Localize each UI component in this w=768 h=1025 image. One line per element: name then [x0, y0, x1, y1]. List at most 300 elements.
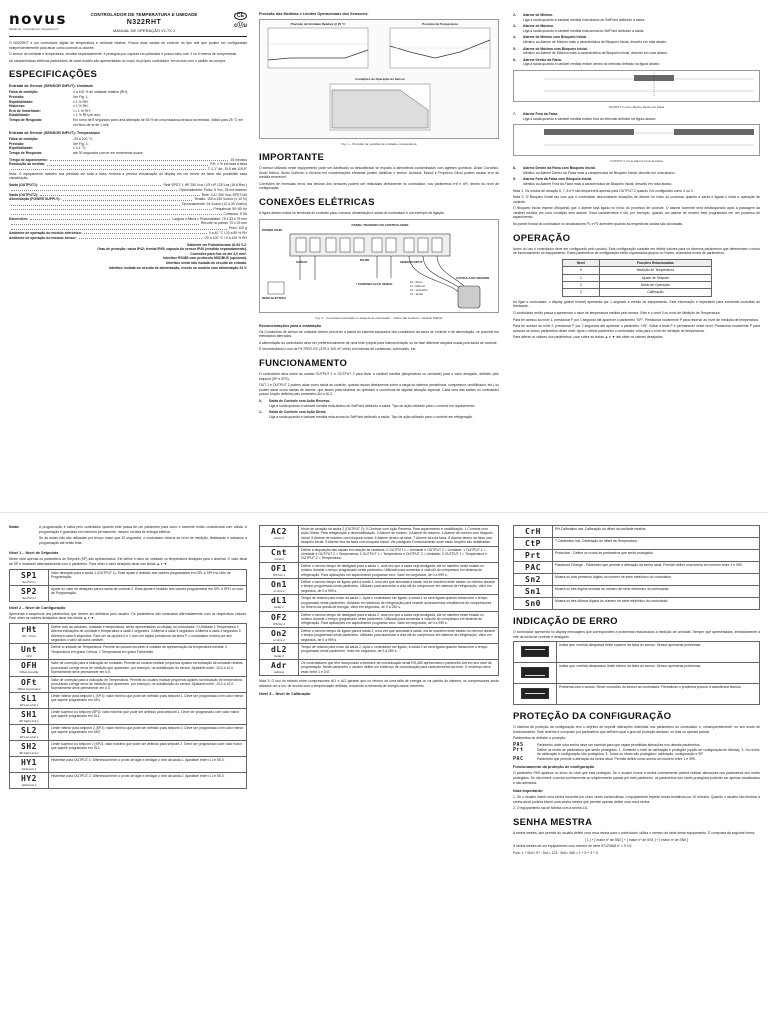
installation-item: A alimentação do controlador deve ser preferencialmente de uma rede própria para instrumentação ou de fase diferente daquela usada pela saída de controle.: [259, 340, 498, 345]
protection-param-text: Define os níveis de parâmetros que serão protegidos. 1- Somente o nível de calibração é protegido (opção de configuração de fábrica); 2- Os níveis de calibração e configuração são protegidos; 3- Todos os níveis são protegidos: calibração, configuração e SP.: [537, 747, 760, 757]
param-description: Os controladores que têm incorporado a interface de comunicação serial RS-485 apresentam o parâmetro Adr em seu nível de programação. Neste parâmetro o usuário define um endereço de comunicação para cada elemento da rede. O endereço deve estar entre 1 e 247.: [299, 659, 499, 675]
bottom-column-3: [513, 525, 760, 1025]
param-code: CrH: [525, 527, 541, 536]
param-code-cell: [10, 676, 49, 692]
param-code-cell: [514, 598, 553, 610]
param-code-cell: [260, 526, 299, 547]
out-band-diagram: [514, 125, 759, 155]
param-subtitle: Delay 2: [274, 653, 284, 658]
param-row: [10, 623, 247, 644]
param-code: OF2: [271, 612, 287, 622]
spec-key: Repetibilidade:: [9, 146, 34, 151]
doc-title: CONTROLADOR DE TEMPERATURA E UMIDADE: [90, 12, 198, 17]
param-row: [10, 692, 247, 708]
level2-heading: Nível 2 – Nível de Configuração: [9, 605, 66, 610]
mode-number: 1-: [259, 410, 263, 415]
electrical-heading: CONEXÕES ELÉTRICAS: [259, 196, 375, 208]
wire-color-label: 11 - Marrom: [410, 283, 426, 288]
param-row: [10, 644, 247, 660]
param-code-cell: [514, 526, 553, 538]
param-description: Limite inferior para setpoint 2 (SP2): valor mínimo que pode ser definido para setpoint 2. Deve ser programado com valor menor que aquele programado em SH2.: [49, 724, 247, 740]
param-row: [260, 562, 499, 578]
param-description: Mostra os três últimos dígitos do número de série eletrônico do controlador.: [553, 598, 760, 610]
mode-item: [513, 24, 760, 33]
level-number: 0: [562, 267, 600, 274]
spec-value: ± 1 % RH;: [73, 99, 89, 104]
param-row: [260, 579, 499, 595]
param-description: Define com as variáveis, umidade e temperatura, serão apresentadas no display do controlador: 0 Umidade 1 Temperatura 2 Alterna indicações de umidade e temperatura a cada 2 segundos. 3 Alterna a cada 3 segundos 4 Alterna a cada 4 segundos 5 Alterna a cada 5 segundos. Para ver as opções 0 e 1 com um rápido pressionar da tecla P, o controlador mostra por dez segundos o valor da outra variável.: [49, 623, 247, 644]
param-subtitle: Off time 2: [272, 621, 286, 626]
spec-key: Resolução da medida:: [9, 162, 45, 167]
param-description: T Calibration low. Calibração do offset da Temperatura.: [553, 538, 760, 550]
mode-name: Alarme Fora da Faixa.: [523, 111, 559, 116]
alarm-note: O Bloqueio Inicial impede (bloqueia) que o alarme seja ligado no início do processo de controle. O alarme somente será desbloqueado após a passagem da variável medida por uma condição sem alarme. Essa característica é útil, por exemplo, quando um alarme de mínimo está programado em um processo de aquecimento.: [513, 206, 760, 220]
mode-number: 7-: [513, 111, 517, 116]
spec-key: Tempo de aquecimento:: [9, 157, 48, 162]
levels-row: [562, 289, 711, 296]
param-description: Define o mínimo tempo de ligado para a saída 1, uma vez que acionada a saída, ela se mantém neste estado no mínimo durante o tempo programado neste parâmetro. Utilizado para aumentar a vida útil do compressor em sistema de refrigeração. Valor em segundos, de 0 a 999 s.: [299, 579, 499, 595]
protection-param: [513, 757, 760, 762]
segment-line: [525, 649, 545, 650]
spec-value: ± 0,1 °C;: [73, 146, 87, 151]
param-code-cell: [10, 585, 49, 601]
param-row: [260, 611, 499, 627]
manual-header: [9, 12, 247, 37]
brand-wordmark: novus: [9, 12, 67, 28]
operacao-paragraph: Para ter acesso ao nível 1, pressionar P por 1 segundo até aparecer o parâmetro "SP". Pressionar novamente P para retornar ao nível de medição de temperatura.: [513, 317, 759, 322]
param-description: Valor de correção para a indicação de umidade. Permite ao usuário realizar pequenos ajustes na indicação de umidade relativa, procurando corrigir erros de medição que aparecem, por exemplo, na substituição do sensor. Ajustável entre -10,0 a 10,0. Normalmente deve permanecer em 0,0.: [49, 660, 247, 676]
spec-key: Saída (OUTPUT1):: [9, 183, 39, 188]
param-description: Limite inferior para setpoint 1 (SP1): valor mínimo que pode ser definido para setpoint 1. Deve ser programado com valor menor que aquele programado em SH1.: [49, 692, 247, 708]
mode-description: Liga a saída quando a variável medida estiver fora do intervalo definido na figura abaixo:: [523, 116, 657, 121]
installation-item: Os Condutores de sensor de umidade devem percorrer a planta do sistema separados dos condutores da saída de controle e de alimentação, se possível em eletrodutos aterrados.: [259, 329, 499, 339]
humidity-input-heading: Entrada de Sensor (SENSOR INPUT): Umidade: [9, 84, 93, 89]
dot-leader: [84, 231, 207, 234]
mode-description: Liga a saída quando a variável medida está acima do SetPoint atribuído à saída.: [523, 28, 645, 33]
spec-key: Ambiente de operação do módulo sensor:: [9, 235, 77, 240]
param-code: CtP: [525, 539, 541, 548]
param-subtitle: Action 2: [273, 536, 285, 540]
spec-value: Peso: 100 g: [228, 226, 247, 231]
mode-number: 6-: [513, 57, 517, 62]
param-code: SL1: [21, 693, 37, 703]
mode-description: Idêntico ao Alarme Dentro da Faixa mais a característica de Bloqueio Inicial, descrito em nota abaixo.: [523, 170, 676, 175]
mode-item: [259, 410, 499, 419]
param-row: [514, 586, 760, 598]
intro-paragraph: O N322RHT é um controlador digital de temperatura e umidade relativa. Possui duas saídas de controle do tipo relé que podem ser configuradas independentemente para atuar como controle ou alarme.: [9, 41, 247, 50]
spec-key: Histerese:: [9, 104, 26, 109]
enclosure-spec: Interface serial não isolada do circuito de entrada.: [166, 261, 247, 266]
master-password-paragraph: A senha mestra, que permite ao usuário definir uma nova senha para o controlador, utiliza o número de série deste equipamento. É composta da seguinte forma:: [513, 830, 756, 835]
dot-leader: [50, 158, 229, 161]
enclosure-spec: Conexões para fios de até 4,0 mm².: [190, 251, 247, 256]
levels-col-header: Funções Relacionadas: [600, 259, 711, 266]
spec-value: T: 0,1° de -19,9 até 119,9°: [207, 167, 247, 172]
spec-key: Faixa de medição:: [9, 90, 39, 95]
spec-value: ± 1 % RH;: [73, 104, 89, 109]
protection-param: [513, 748, 760, 757]
param-code: rHt: [21, 624, 37, 634]
wiring-panel-title: PAINEL TRASEIRO DO CONTROLADOR: [351, 222, 409, 227]
param-code: Sn1: [525, 587, 541, 596]
output-spec-list: [9, 183, 247, 241]
fig1-caption: Fig. 1 – Precisão na medição de umidade e temperatura: [341, 142, 417, 146]
param-code-cell: [514, 586, 553, 598]
wiring-label: POWER MAIN: [262, 227, 282, 232]
error-display-cell: [514, 663, 557, 684]
intro: [9, 41, 247, 63]
spec-key: Ambiente de operação do módulo eletrônico:: [9, 231, 82, 236]
param-row: [514, 598, 760, 610]
alarm-mode-7: [513, 112, 760, 121]
mode-name: Alarme Fora da Faixa com Bloqueio Inicial.: [523, 177, 593, 182]
param-row: [10, 660, 247, 676]
param-row: [10, 756, 247, 772]
param-subtitle: on time 1: [273, 589, 285, 594]
level-function: Ajuste de Setpoint: [600, 274, 711, 281]
dot-leader: [40, 183, 161, 186]
param-code-cell: [260, 546, 299, 562]
mode-item: [513, 58, 760, 67]
out-band-caption: OUTPUT 2 como Alarme Fora de Faixa: [610, 159, 663, 164]
brand-logo: [9, 12, 71, 31]
param-code-cell: [10, 772, 49, 788]
alarm-mode-list: [513, 13, 760, 67]
operacao-paragraph: Para alterar os valores dos parâmetros, usar sobre as teclas ▲ e ▼ até obter os valores desejados.: [513, 335, 664, 340]
spec-key: Estabilidade:: [9, 113, 31, 118]
master-password-example-2: Pois: 1 + Sn2= 97 ; Sn1= 123 ; Sn0= 465 = 1 + 9 + 3 + 6: [513, 850, 598, 855]
param-description: RH Calibration low. Calibração do offset da umidade relativa.: [553, 526, 760, 538]
param-row: [10, 772, 247, 788]
manual-version: MANUAL DE OPERAÇÃO V1.7X J: [112, 28, 176, 33]
param-code: SP2: [21, 586, 37, 596]
master-password-example: A senha mestra de um equipamento com número de série 97123465 é: 1 9 3 6: [513, 844, 632, 849]
param-row: [260, 627, 499, 643]
level2-param-table: [9, 623, 247, 789]
param-description: Valor de correção para a indicação de Temperatura. Permite ao usuário realizar pequenos ajustes na indicação de temperatura, procurando corrigir erros de medição que aparecem, por exemplo, na substituição do sensor. Ajustável entre -10,0 a 10,0. Normalmente deve permanecer em 0,0.: [49, 676, 247, 692]
param-code-cell: [10, 623, 49, 644]
dot-leader: [63, 197, 193, 200]
error-display-icon: [521, 688, 549, 699]
param-code-cell: [10, 660, 49, 676]
mode-name: Alarme de Mínimo.: [523, 13, 554, 17]
spec-value: Recorte no painel: 70 x 29 mm: [200, 221, 247, 226]
spec-key: Erro de linearidade:: [9, 108, 41, 113]
model-name: N322RHT: [126, 19, 162, 26]
param-code-cell: [260, 643, 299, 659]
param-code: AC2: [271, 527, 287, 536]
temperature-spec-list: [9, 137, 247, 155]
mode-number: 2-: [513, 13, 517, 17]
humidity-spec-list: [9, 90, 247, 127]
wire-color-label: 12 - Vermelho: [410, 287, 428, 292]
protection-param-code: PAS: [513, 741, 524, 748]
mode-description: Liga a saída quando a variável medida está abaixo do SetPoint atribuído à saída. Tipo de ação utilizado para o controle em aquecimento.: [269, 403, 476, 408]
param-subtitle: SP High Limit 2: [19, 750, 39, 755]
dot-leader: [11, 207, 212, 210]
param-description: Limite superior do setpoint (SP1): valor máximo que pode ser definido para setpoint 1. Deve ser programado com valor maior que aquele programado em SL1.: [49, 708, 247, 724]
param-description: Histerese para OUTPUT 2: Diferencial entre o ponto de ligar e desligar o relé da saída 2. Ajustável entre 0,1 e 50,0.: [49, 772, 247, 788]
protection-function-heading: Funcionamento da proteção de configuração: [513, 765, 595, 770]
page-top-half: [0, 0, 768, 512]
installation-item: É recomendável o uso de FILTROS RC (47R e 100 nF, série) em bobinas de contatoras, solenoides, etc.: [259, 347, 417, 352]
param-code: Sn2: [525, 575, 541, 584]
protection-paragraph: O sistema de proteção da configuração tem o objetivo de impedir alterações indevidas nos parâmetros do controlador e, consequentemente, no seu modo de funcionamento. Este sistema é composto por parâmetros que definem qual o grau de proteção adotado, se total ou apenas parcial.: [513, 725, 760, 734]
levels-table: [562, 259, 712, 297]
mode-name: Saída de Controle com Ação Direta.: [269, 410, 327, 415]
enclosure-spec: Gabinete em Policarbonato UL94 V-2.: [186, 242, 247, 247]
alarm-note: No painel frontal do controlador os sinalizadores P1 e P2 acendem quando as respectivas saídas são acionadas.: [513, 222, 684, 227]
param-description: Mostra os três dígitos centrais do número de série eletrônico do controlador.: [553, 586, 760, 598]
operation-paragraph: OUT 1 e OUTPUT 2 podem atuar como saída de controle, quando atuam diretamente sobre a carga do sistema (resistência, compressor, umidificador, etc.) ou podem atuar como saídas de alarme, que atuam para sinalizar ao operador a ocorrência de alguma situação especial. Cada uma das saídas do controlador possui função definida pelo parâmetro ALt e AL2.: [259, 383, 499, 397]
spec-value: RH: 1 % em toda a faixa: [210, 162, 247, 167]
error-row: [514, 684, 760, 705]
master-password-heading: SENHA MESTRA: [513, 816, 593, 828]
spec-value: 15 minutos: [230, 157, 247, 162]
param-subtitle: Offset Humidity: [19, 670, 39, 675]
param-code-cell: [260, 659, 299, 675]
spec-key: Faixa de medição:: [9, 137, 39, 142]
param-code: On1: [271, 580, 287, 590]
param-code: dL2: [271, 644, 287, 654]
important-note-item: 1- Se o usuário inserir uma senha incorreta por cinco vezes consecutivas, o equipamento impede novas tentativas por 10 minutos. Quando o usuário não lembrar a senha atual, poderá inserir uma senha mestra que permite apenas definir uma nova senha.: [513, 795, 760, 804]
operation-heading: FUNCIONAMENTO: [259, 357, 348, 369]
bottom-column-2: [259, 525, 499, 1025]
error-row: [514, 663, 760, 684]
param-description: Limite superior do setpoint 2 (SP2): valor máximo que pode ser definido para setpoint 2. Deve ser programado com valor maior que aquele programado em SL2.: [49, 740, 247, 756]
spec-value: -20 a 100 °C;: [73, 137, 94, 142]
param-code-cell: [514, 574, 553, 586]
column-3: [513, 12, 760, 512]
mode-description: Liga a saída quando a variável medida estiver dentro do intervalo definido na figura abaixo:: [523, 62, 661, 67]
protection-param-code: Prt: [513, 746, 524, 753]
alarm-note: Nota 2: O Bloqueio Inicial faz com que o controlador desconsidere situações de alarme no início do processo quando a saída é ligada e inicia a operação de controle.: [513, 195, 760, 204]
mode-description: Idêntico ao Alarme Fora da Faixa mais a característica de Bloqueio Inicial, descrito em nota abaixo.: [523, 181, 673, 186]
param-subtitle: SP Low Limit 1: [19, 702, 39, 707]
ce-mark: CE: [234, 12, 247, 20]
spec-value: 0 a 100 % de umidade relativa (RH);: [73, 90, 128, 95]
param-row: [10, 708, 247, 724]
wiring-label: SAÍDAS: [296, 259, 308, 264]
level1-heading: Nível 1 – Nível de Setpoints: [9, 551, 59, 556]
enclosure-spec: Interface RS485 com protocolo MODBUS (opcional).: [162, 256, 247, 261]
param-description: Histerese para OUTPUT 1: Diferencial entre o ponto de ligar e desligar o relé da saída 1. Ajustável entre 0,1 e 50,0.: [49, 756, 247, 772]
mode-number: 8-: [513, 166, 517, 171]
mode-item: [513, 35, 760, 44]
param-code-cell: [260, 595, 299, 611]
level3-heading: Nível 3 – Nível de Calibração: [259, 692, 311, 697]
protection-subhead: Parâmetros de definem a proteção:: [513, 736, 567, 741]
param-description: Define a unidade de Temperatura. Permite ao usuário escolher a unidade de apresentação da temperatura medida. 0 Temperatura em graus Celsius. 1 Temperatura em graus Fahrenheit: [49, 644, 247, 660]
protection-param-code: PAC: [513, 755, 524, 762]
param-subtitle: Unit: [26, 654, 32, 659]
param-description: Mostra os dois primeiros dígitos do número de série eletrônico do controlador.: [553, 574, 760, 586]
param-row: [10, 724, 247, 740]
master-password-formula: [ 1 ] + [ maior nº de SN2 ] + [ maior nº de SN1 ] + [ maior nº de SN0 ]: [585, 837, 688, 842]
protection-heading: PROTEÇÃO DA CONFIGURAÇÃO: [513, 711, 672, 723]
bottom-column-1: [9, 525, 247, 1025]
out-band-figure: [513, 124, 760, 156]
note-item: A programação é salva pelo controlador quando este passa de um parâmetro para outro e somente então considerada com válida. A programação é guardada em memória permanente, mesmo na falta de energia elétrica.: [39, 525, 247, 534]
param-row: [10, 569, 247, 585]
param-code-cell: [514, 562, 553, 574]
dot-leader: [11, 221, 199, 224]
accuracy-figure: [259, 19, 499, 139]
param-description: Ajuste do valor de desejado para a saída de controle 2. Esse ajuste é limitado aos valores programados em SPL e SPH no ciclo de Programação.: [49, 585, 247, 601]
brand-tagline: Medimos, Controlamos, Registramos: [9, 27, 59, 31]
column-2: [259, 12, 499, 512]
param-row: [514, 562, 760, 574]
param-description: Define a disposição das saídas em relação às variáveis. 0 OUTPUT 1 = Umidade e OUTPUT 2 = Umidade; 1 OUTPUT 1 = Umidade e OUTPUT 2 = Temperatura; 2 OUTPUT 1 = Temperatura e OUTPUT 2 = Umidade; 3 OUTPUT 1 = Temperatura e OUTPUT 2 = Temperatura;: [299, 546, 499, 562]
notes-label: Notas:: [9, 525, 20, 529]
param-row: [10, 676, 247, 692]
temp-accuracy-title: Precisão da Temperatura: [422, 22, 458, 26]
spec-value: Tensão: 100 a 240 Vca/cc (± 10 %): [194, 197, 247, 202]
param-description: Tempo de retardo para início da saída 2. Após o controlador ser ligado, a saída 2 só será ligada quando transcorrer o tempo programado neste parâmetro. Valor em segundos, de 0 a 250 s.: [299, 643, 499, 659]
spec-row: [9, 118, 247, 127]
param-description: Modo de atuação da saída 2 (OUTPUT 2): 0 Controle com Ação Reversa. Para aquecimento e umidificação. 1 Controle com Ação Direta. Para refrigeração e desumidificação. 2 Alarme de mínimo. 3 Alarme de máximo. 4 Alarme de mínimo com bloqueio inicial. 5 Alarme de máximo com bloqueio inicial. 6 Alarme dentro da faixa. 7 Alarme fora da faixa. 8 Alarme dentro da faixa com bloqueio inicial. 9 Alarme fora da faixa com bloqueio inicial. Ver parágrafo Funcionamento onde estas funções são detalhadas.: [299, 526, 499, 547]
param-code: OF1: [271, 563, 287, 573]
param-code: PAC: [525, 563, 541, 572]
param-description: Protection - Define os níveis de parâmetros que serão protegidos.: [553, 550, 760, 562]
param-code: OFt: [21, 677, 37, 687]
mode-name: Alarme de Máximo.: [523, 24, 554, 29]
enclosure-spec: Grau de proteção: caixa IP42; frontal IP65, cápsula do sensor IP40 (vendido separadamente).: [97, 247, 247, 252]
param-code-cell: [10, 569, 49, 585]
param-subtitle: SP High Limit 1: [19, 718, 39, 723]
spec-value: Em torno de 8 segundos para uma alteração de 63 % de uma mudança brusca na entrada. Válido para 25 °C em um fluxo de ar de 1 m/s.: [73, 117, 244, 127]
rh-accuracy-title: Precisão da Umidade Relativa @ 25 °C: [290, 22, 346, 26]
param-description: Define o mínimo tempo de desligado para a saída 2, uma vez que a saída seja desligada, ela se mantém neste estado no mínimo durante o tempo programado neste parâmetro. Utilizado para aumentar a vida útil do compressor em sistema de refrigeração. Para aplicações em aquecimento programar zero. Valor em segundos, de 0 a 999 s.: [299, 611, 499, 627]
mode-description: Idêntico ao Alarme de Máximo mais a característica de Bloqueio Inicial, descrito em nota abaixo.: [523, 51, 668, 56]
wire-color-label: 10 - Preto: [410, 279, 423, 284]
error-display-icon: [521, 667, 549, 678]
error-heading: INDICAÇÃO DE ERRO: [513, 616, 618, 627]
param-code: Prt: [525, 551, 541, 560]
param-code-cell: [260, 627, 299, 643]
timing-spec-list: [9, 158, 247, 172]
protection-function-paragraph: O parâmetro PAS aparece no início do nível que está protegido. Se o usuário inserir a senha corretamente poderá realizar alterações nos parâmetros dos níveis protegidos. Se não inserir a senha corretamente ou simplesmente passar por este parâmetro, os parâmetros dos níveis protegidos poderão ser apenas visualizados e não alterados.: [513, 771, 760, 785]
note-item: Se as teclas não são utilizadas por tempo maior que 20 segundos, o controlador retorna ao nível de medição, finalizando e salvando a programação até então feita.: [39, 536, 247, 545]
param-code-cell: [10, 644, 49, 660]
param-row: [260, 659, 499, 675]
level-number: 1: [562, 274, 600, 281]
certification-marks: [217, 12, 247, 29]
spec-key: Tempo de Resposta:: [9, 150, 43, 155]
param-row: [514, 550, 760, 562]
param-subtitle: Histeresis 2: [21, 782, 37, 787]
param-code: SP1: [21, 570, 37, 580]
param-code-cell: [514, 550, 553, 562]
param-code: dL1: [271, 596, 287, 606]
param-row: [514, 538, 760, 550]
param-subtitle: Set Point 2: [22, 595, 36, 600]
spec-value: 0 a 40 °C / 20 a 85 % RH: [208, 231, 247, 236]
param-subtitle: Control: [274, 556, 284, 561]
param-row: [10, 740, 247, 756]
level1-param-table: [9, 569, 247, 602]
mode-item: [513, 13, 760, 22]
spec-key: Saída (OUTPUT2):: [9, 192, 39, 197]
alarm-mode-list-2: [513, 166, 760, 186]
error-row: [514, 642, 760, 663]
param-code-cell: [10, 740, 49, 756]
param-code: HY1: [21, 757, 37, 767]
alarm-note: Nota 1: Os modos de atuação 6, 7, 8 e 9 são disponíveis apenas para OUTPUT 2 quando Cnt configurado como 3 ou 3.: [513, 188, 694, 193]
protection-param-list: [513, 743, 760, 761]
error-display-icon: [521, 646, 549, 657]
spec-value: Frequência: 50~60 Hz: [213, 207, 247, 212]
spec-key: Alimentação (POWER SUPPLY):: [9, 197, 61, 202]
fig2-caption: Fig. 2 – Conexões mostradas no etiqueta do controlador – Relés não inclusos – Modelo Padrão: [315, 315, 443, 320]
param-code: Cnt: [271, 547, 287, 557]
mode-description: Liga a saída quando a variável medida está abaixo do SetPoint atribuído à saída.: [523, 17, 646, 22]
spec-value: <= 1 % RH;: [73, 108, 91, 113]
param-code-cell: [10, 724, 49, 740]
param-code: OFH: [21, 661, 37, 671]
spec-value: Relé SPDT; 1 HP 250 Vca / 1/3 HP 125 Vca (16 A Res.): [163, 183, 247, 188]
levels-row: [562, 274, 711, 281]
spec-key: Repetibilidade:: [9, 99, 34, 104]
param-subtitle: on time 2: [273, 637, 285, 642]
column-1: [9, 12, 247, 512]
protection-param-text: Parâmetro onde uma senha deve ser inserida para que sejam permitidas alterações nos demais parâmetros.: [537, 742, 701, 747]
dot-leader: [30, 217, 170, 220]
param-code: Unt: [21, 645, 37, 655]
param-subtitle: Set Point 1: [22, 579, 36, 584]
operating-conditions-title: Condições de Operação do Sensor: [355, 77, 405, 81]
intro-paragraph: As características elétricas particulares de cada modelo são apresentadas no corpo do próprio controlador, em acordo com o pedido de compra.: [9, 58, 226, 63]
mode-name: Alarme Dentro da Faixa com Bloqueio Inicial.: [523, 166, 596, 171]
param-code-cell: [10, 692, 49, 708]
param-code: HY2: [21, 773, 37, 783]
spec-dotted-row: [9, 236, 247, 241]
page-bottom-half: [0, 512, 768, 1025]
wiring-label: RS485: [360, 257, 370, 262]
param-code-cell: [10, 756, 49, 772]
wiring-label: CÁPSULA DO SENSOR: [456, 275, 490, 280]
param-subtitle: Histeresis 1: [21, 766, 37, 771]
mode-description: Liga a saída quando a variável medida está acima do SetPoint atribuído à saída. Tipo de ação utilizado para o controle em refrigeração.: [269, 414, 474, 419]
param-row: [260, 643, 499, 659]
mode-number: 4-: [513, 35, 517, 40]
operacao-heading: OPERAÇÃO: [513, 232, 571, 244]
mode-item: [513, 47, 760, 56]
spec-value: < 1 % RH por ano;: [73, 113, 101, 118]
param-code-cell: [514, 538, 553, 550]
wiring-label: SENSOR INPUT: [400, 259, 423, 264]
level2-paragraph: Apresenta a sequência dos parâmetros que devem ser definidos pelo usuário. Os parâmetros são mostrados alternadamente com os respectivos valores. Pare obter os valores desejados atuar nas teclas ▲ e ▼.: [9, 611, 247, 621]
param-code-cell: [260, 579, 299, 595]
spec-value: Ver Fig. 1;: [73, 94, 89, 99]
mode-name: Alarme de Mínimo com Bloqueio Inicial.: [523, 35, 588, 40]
dot-leader: [47, 162, 208, 165]
level2-param-table-cont: [259, 525, 499, 676]
installation-heading: Recomendações para a instalação: [259, 323, 322, 328]
spec-value: Consumo: 5 VA: [223, 211, 247, 216]
error-description: Indica que: medida ultrapassou limite inferior da faixa do sensor. Sensor apresenta problemas.: [557, 663, 760, 684]
wiring-label: REDE ELÉTRICA: [262, 295, 287, 300]
notes-block: [9, 525, 247, 547]
operacao-paragraph: Ao ligar o controlador, o display (painel frontal) apresenta por 1 segundo a versão do equipamento. Esta informação é importante para eventuais consultas ao fabricante.: [513, 299, 760, 309]
specs-heading: ESPECIFICAÇÕES: [9, 69, 98, 81]
error-display-cell: [514, 642, 557, 663]
param-subtitle: RH - Temp: [22, 633, 36, 638]
dot-leader: [11, 202, 180, 205]
enclosure-spec-list: [9, 243, 247, 271]
spec-value: Opcionalmente: 24 Vca/cc (12 a 30 Vca/cc): [181, 202, 247, 207]
dot-leader: [11, 226, 227, 229]
